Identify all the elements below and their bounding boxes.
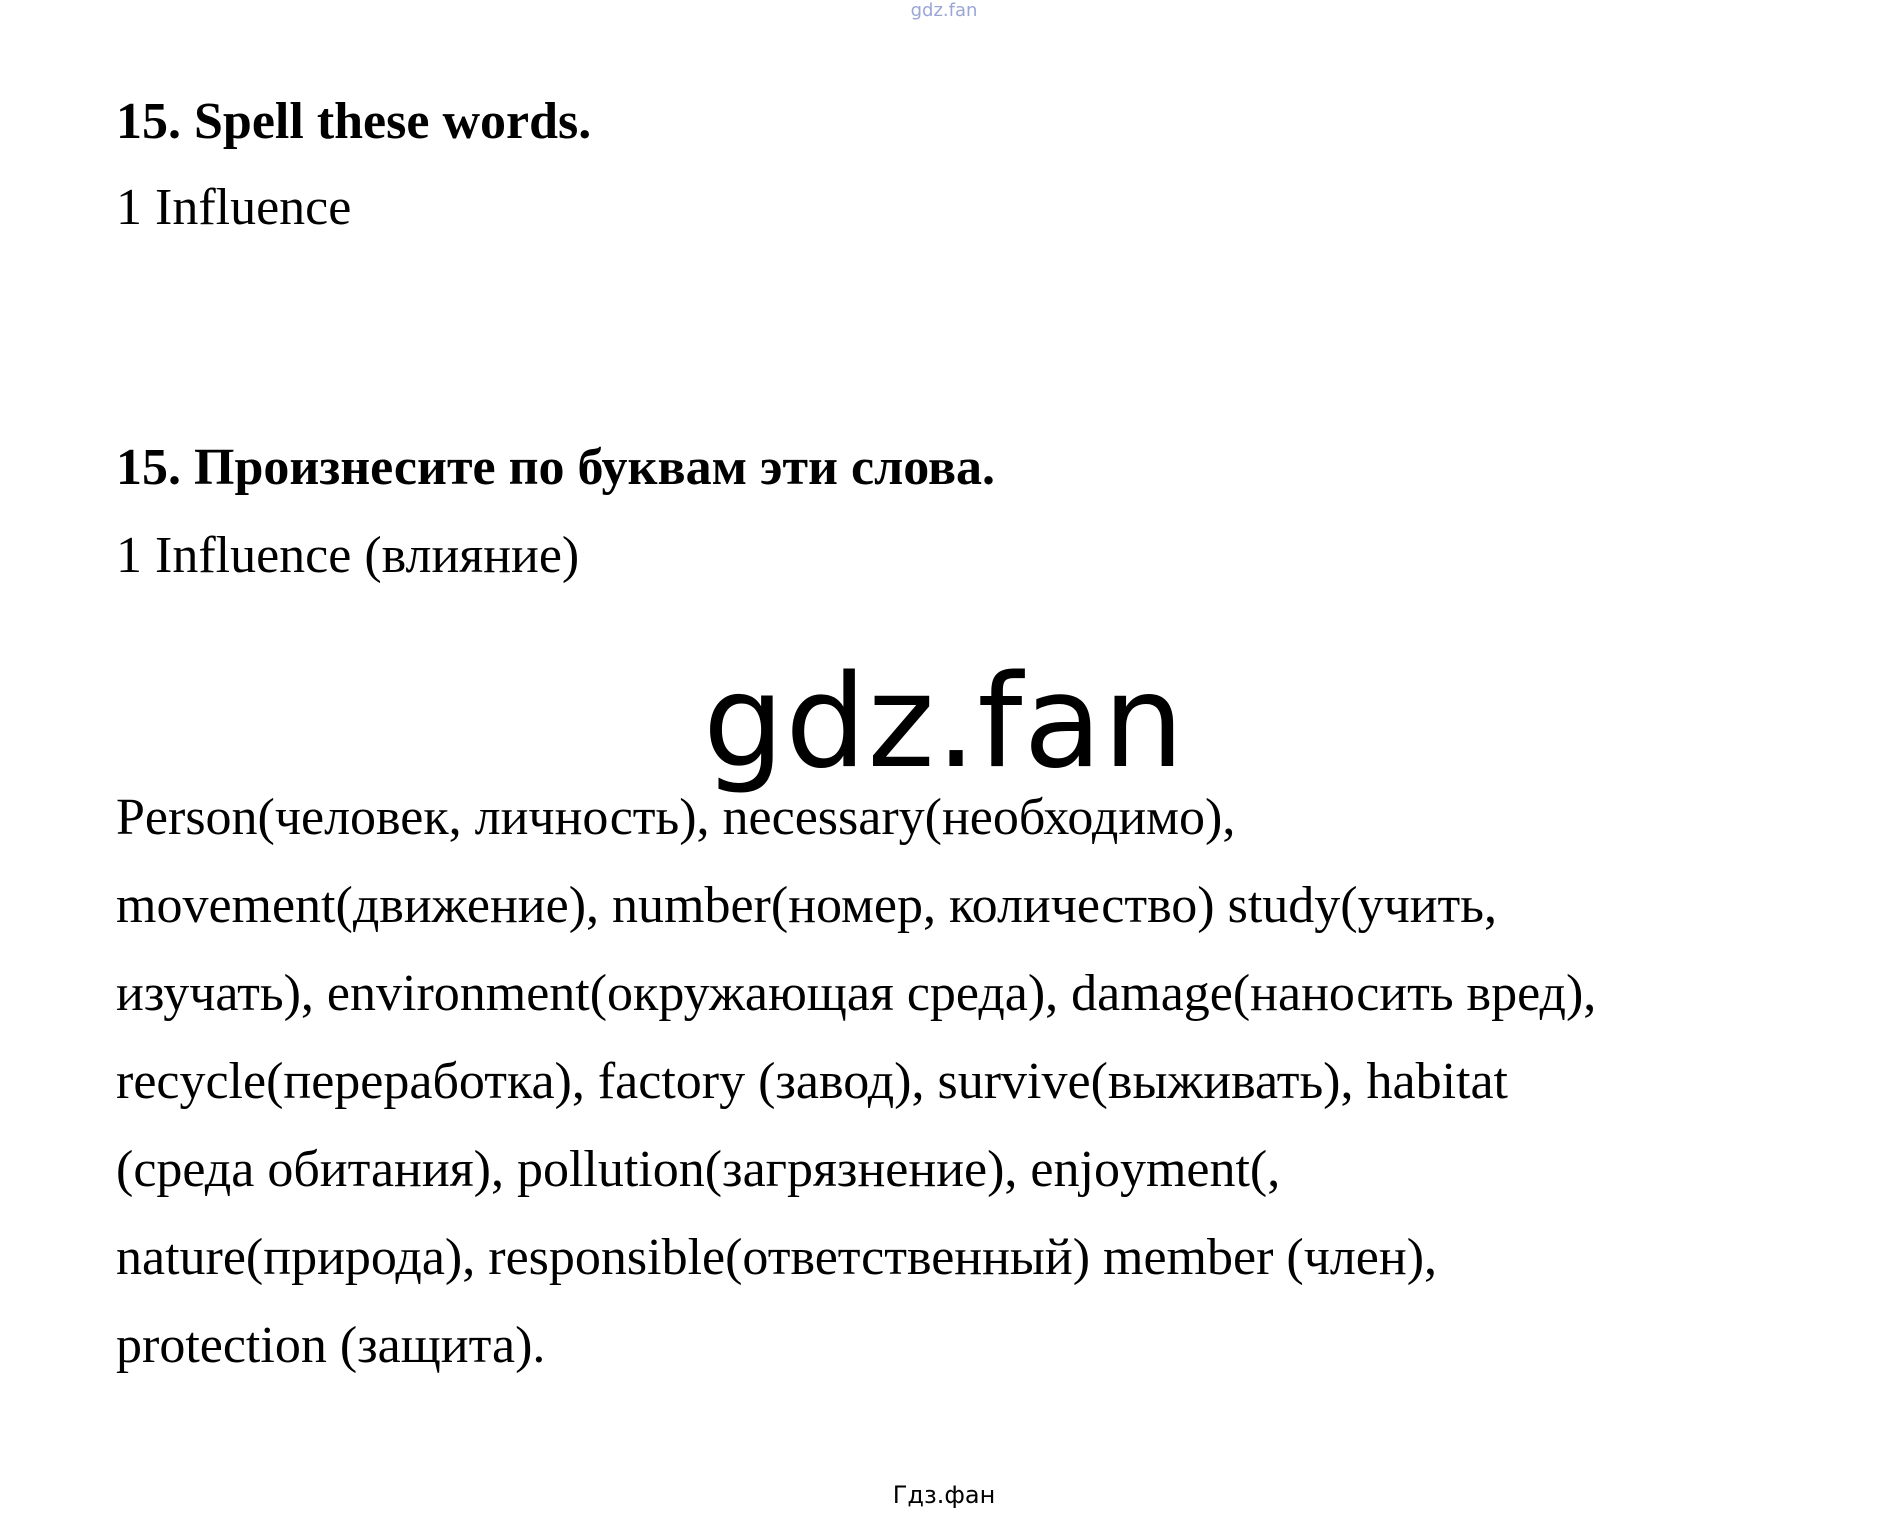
footer-watermark: Гдз.фан: [892, 1481, 996, 1509]
vocabulary-list: [116, 774, 1596, 1390]
vocabulary-line: Person(человек, личность), necessary(необходимо),: [116, 789, 1236, 846]
exercise-heading-russian: 15. Произнесите по буквам эти слова.: [116, 439, 996, 496]
vocabulary-line: recycle(переработка), factory (завод), survive(выживать), habitat: [116, 1053, 1508, 1110]
vocabulary-line: nature(природа), responsible(ответственный) member (член),: [116, 1229, 1438, 1286]
exercise-item-russian: 1 Influence (влияние): [116, 527, 580, 584]
vocabulary-line: (среда обитания), pollution(загрязнение), enjoyment(,: [116, 1141, 1281, 1198]
vocabulary-line: movement(движение), number(номер, количество) study(учить,: [116, 877, 1497, 934]
center-watermark: gdz.fan: [703, 648, 1185, 797]
top-watermark: gdz.fan: [910, 0, 978, 21]
exercise-item-english: 1 Influence: [116, 179, 352, 236]
vocabulary-line: изучать), environment(окружающая среда), damage(наносить вред),: [116, 965, 1597, 1022]
vocabulary-line: protection (защита).: [116, 1317, 546, 1374]
exercise-heading-english: 15. Spell these words.: [116, 93, 592, 150]
